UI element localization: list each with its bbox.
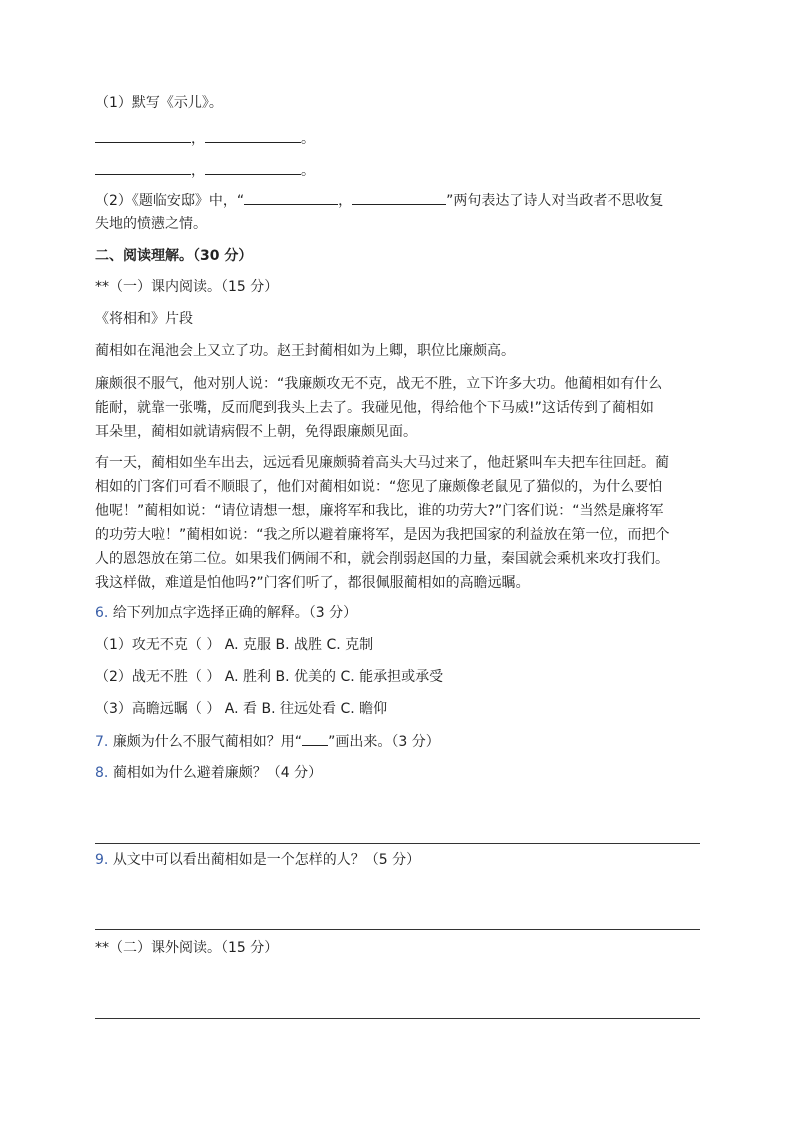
question-text: 给下列加点字选择正确的解释。（3 分） [112, 605, 358, 621]
passage-line: 有一天，蔺相如坐车出去，远远看见廉颇骑着高头大马过来了，他赶紧叫车夫把车往回赶。蔺 [95, 455, 669, 471]
question-number: 7. [95, 734, 109, 750]
section-heading: 二、阅读理解。（30 分） [95, 248, 253, 264]
poem-q2-suffix: ”两句表达了诗人对当政者不思收复 [446, 193, 664, 209]
passage-line: 能耐，就靠一张嘴，反而爬到我头上去了。我碰见他，得给他个下马威!”这话传到了蔺相如 [95, 400, 654, 416]
answer-line[interactable] [95, 843, 700, 844]
period: 。 [301, 163, 315, 179]
passage-line: 相如的门客们可看不顺眼了，他们对蔺相如说：“您见了廉颇像老鼠见了猫似的，为什么要怕 [95, 479, 663, 495]
question-6 [95, 603, 357, 623]
part2-heading: **（二）课外阅读。（15 分） [95, 940, 279, 956]
poem-blank-line-1 [95, 128, 315, 149]
question-text: 蔺相如为什么避着廉颇？（4 分） [112, 765, 323, 781]
poem-blank-line-2 [95, 160, 315, 181]
question-8 [95, 763, 322, 783]
passage-title: 《将相和》片段 [95, 311, 193, 327]
question-6-option-3: （3）高瞻远瞩（ ） A. 看 B. 往远处看 C. 瞻仰 [95, 701, 388, 717]
question-number: 9. [95, 852, 109, 868]
question-text: 从文中可以看出蔺相如是一个怎样的人？（5 分） [112, 852, 421, 868]
passage-line: 廉颇很不服气，他对别人说：“我廉颇攻无不克，战无不胜，立下许多大功。他蔺相如有什么 [95, 376, 663, 392]
passage-paragraph-3 [95, 451, 705, 595]
answer-blank[interactable] [352, 190, 446, 205]
passage-line: 的功劳大啦！”蔺相如说：“我之所以避着廉将军，是因为我把国家的利益放在第一位，而把个 [95, 527, 670, 543]
answer-blank[interactable] [205, 128, 301, 143]
poem-q2 [95, 190, 663, 211]
answer-blank[interactable] [95, 128, 191, 143]
comma: ， [191, 131, 205, 147]
question-text-post: ”画出来。（3 分） [328, 734, 440, 750]
answer-line[interactable] [95, 929, 700, 930]
poem-q1: （1）默写《示儿》。 [95, 95, 223, 111]
question-7 [95, 731, 440, 752]
comma: ， [191, 163, 205, 179]
comma: ， [338, 193, 353, 209]
question-9 [95, 850, 420, 870]
question-6-option-1: （1）攻无不克（ ） A. 克服 B. 战胜 C. 克制 [95, 637, 374, 653]
part1-heading: **（一）课内阅读。（15 分） [95, 279, 279, 295]
poem-q2-line2: 失地的愤懑之情。 [95, 216, 207, 232]
passage-paragraph-2 [95, 372, 705, 444]
answer-blank[interactable] [95, 160, 191, 175]
answer-line[interactable] [95, 1018, 700, 1019]
poem-q2-prefix: （2）《题临安邸》中，“ [95, 193, 245, 209]
period: 。 [301, 131, 315, 147]
passage-line: 耳朵里，蔺相如就请病假不上朝，免得跟廉颇见面。 [95, 424, 417, 440]
passage-line: 他呢！”蔺相如说：“请位请想一想，廉将军和我比，谁的功劳大?”门客们说：“当然是廉将军 [95, 503, 664, 519]
underline-marker [302, 731, 328, 746]
answer-blank[interactable] [244, 190, 338, 205]
question-number: 6. [95, 605, 109, 621]
answer-blank[interactable] [205, 160, 301, 175]
question-number: 8. [95, 765, 109, 781]
question-text-pre: 廉颇为什么不服气蔺相如？用“ [112, 734, 303, 750]
passage-paragraph-1: 蔺相如在渑池会上又立了功。赵王封蔺相如为上卿，职位比廉颇高。 [95, 343, 515, 359]
passage-line: 我这样做，难道是怕他吗?”门客们听了，都很佩服蔺相如的高瞻远瞩。 [95, 575, 530, 591]
question-6-option-2: （2）战无不胜（ ） A. 胜利 B. 优美的 C. 能承担或承受 [95, 669, 444, 685]
passage-line: 人的恩怨放在第二位。如果我们俩闹不和，就会削弱赵国的力量，秦国就会乘机来攻打我们。 [95, 551, 669, 567]
